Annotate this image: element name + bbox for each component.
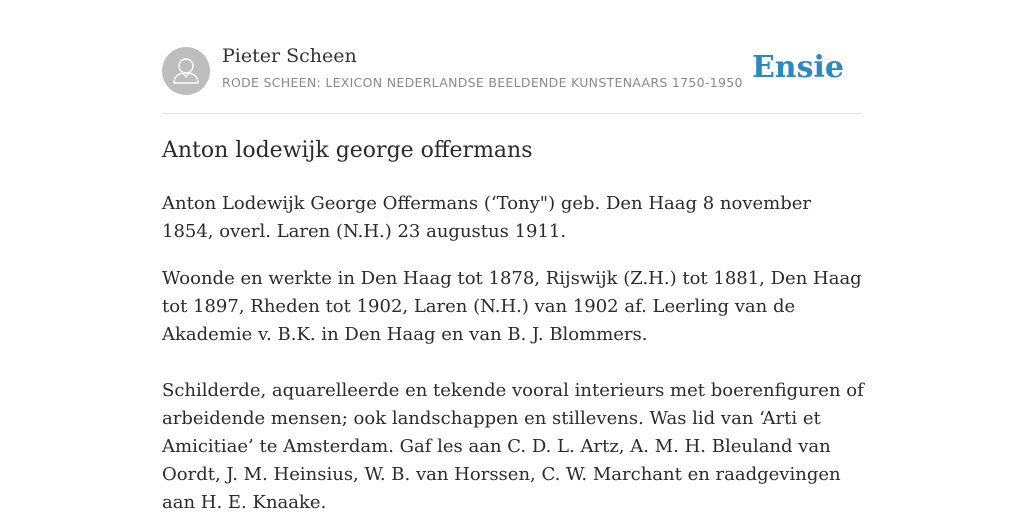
source-title[interactable]: RODE SCHEEN: LEXICON NEDERLANDSE BEELDENDE KUNSTENAARS 1750-1950 bbox=[222, 75, 743, 90]
author-name[interactable]: Pieter Scheen bbox=[222, 45, 357, 67]
ensie-logo[interactable]: Ensie bbox=[751, 50, 844, 85]
user-icon bbox=[162, 47, 210, 95]
article-paragraph: Schilderde, aquarelleerde en tekende vooral interieurs met boerenfiguren of arbeidende mensen; ook landschappen en stillevens. Was lid van ‘Arti et Amicitiae’ te Amsterdam. Gaf les aan C. D. L. Artz, A. M. H. Bleuland van Oordt, J. M. Heinsius, W. B. van Horssen, C. W. Marchant en raadgevingen aan H. E. Knaake. bbox=[162, 380, 864, 512]
article-title: Anton lodewijk george offermans bbox=[162, 138, 533, 163]
avatar[interactable] bbox=[162, 47, 210, 95]
article-paragraph: Anton Lodewijk George Offermans (‘Tony") geb. Den Haag 8 november 1854, overl. Laren (N.H.) 23 augustus 1911. bbox=[162, 193, 812, 242]
article-paragraph: Woonde en werkte in Den Haag tot 1878, Rijswijk (Z.H.) tot 1881, Den Haag tot 1897, Rheden tot 1902, Laren (N.H.) van 1902 af. Leerling van de Akademie v. B.K. in Den Haag en van B. J. Blommers. bbox=[162, 268, 862, 345]
header-divider bbox=[162, 113, 862, 114]
author-header bbox=[162, 45, 862, 97]
